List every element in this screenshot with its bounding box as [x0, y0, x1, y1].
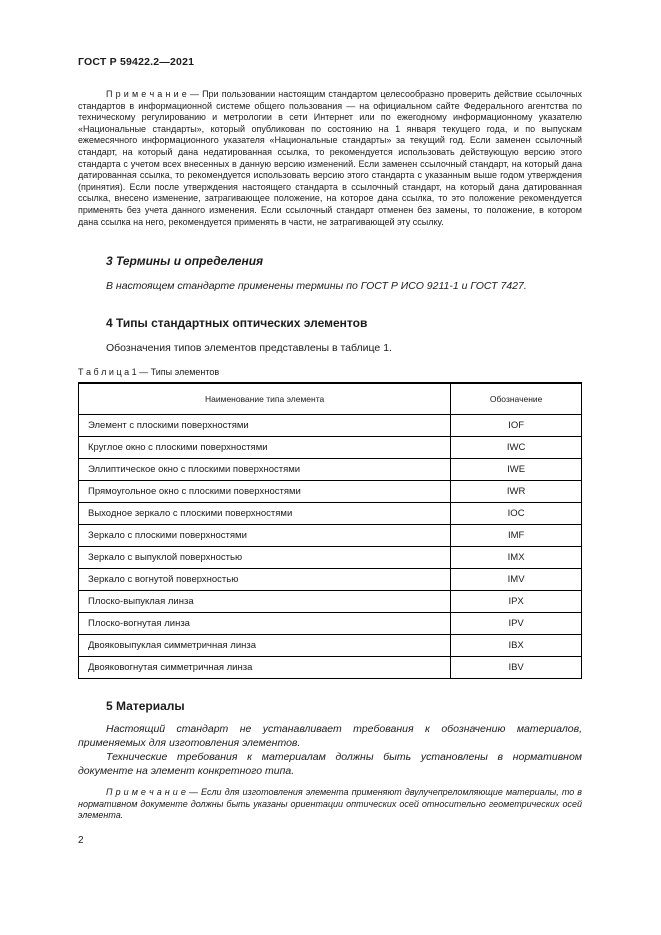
- element-type-cell: Выходное зеркало с плоскими поверхностями: [79, 503, 451, 525]
- element-type-cell: Эллиптическое окно с плоскими поверхностями: [79, 459, 451, 481]
- header-row: [79, 383, 582, 415]
- element-type-cell: Зеркало с плоскими поверхностями: [79, 525, 451, 547]
- element-type-cell: Зеркало с выпуклой поверхностью: [79, 547, 451, 569]
- table-row: [79, 415, 582, 437]
- section-3-heading: 3 Термины и определения: [106, 254, 264, 269]
- element-designation-cell: IMF: [451, 525, 582, 547]
- table-row: [79, 459, 582, 481]
- page-number: 2: [78, 834, 84, 846]
- note-materials: П р и м е ч а н и е — Если для изготовления элемента применяют двулучепреломляющие материалы, то в нормативном документе должны быть указаны ориентации оптических осей относительно геометрических осей элемента.: [78, 787, 582, 821]
- element-type-cell: Круглое окно с плоскими поверхностями: [79, 437, 451, 459]
- section-5-heading: 5 Материалы: [106, 699, 185, 714]
- element-designation-cell: IBX: [451, 635, 582, 657]
- element-designation-cell: IMV: [451, 569, 582, 591]
- table-row: [79, 613, 582, 635]
- elements-table-body: [79, 415, 582, 679]
- elements-table: [78, 382, 582, 679]
- element-designation-cell: IOC: [451, 503, 582, 525]
- table-row: [79, 591, 582, 613]
- element-type-cell: Прямоугольное окно с плоскими поверхностями: [79, 481, 451, 503]
- elements-table-head: [79, 383, 582, 415]
- element-designation-cell: IBV: [451, 657, 582, 679]
- table-row: [79, 481, 582, 503]
- element-designation-cell: IMX: [451, 547, 582, 569]
- table-row: [79, 657, 582, 679]
- element-designation-cell: IWR: [451, 481, 582, 503]
- element-designation-cell: IOF: [451, 415, 582, 437]
- element-type-cell: Двояковогнутая симметричная линза: [79, 657, 451, 679]
- column-header-designation: Обозначение: [451, 383, 582, 415]
- element-designation-cell: IPX: [451, 591, 582, 613]
- element-type-cell: Двояковыпуклая симметричная линза: [79, 635, 451, 657]
- table-row: [79, 547, 582, 569]
- element-type-cell: Плоско-выпуклая линза: [79, 591, 451, 613]
- element-type-cell: Плоско-вогнутая линза: [79, 613, 451, 635]
- element-type-cell: Элемент с плоскими поверхностями: [79, 415, 451, 437]
- document-code: ГОСТ Р 59422.2—2021: [78, 56, 195, 68]
- note-references: П р и м е ч а н и е — При пользовании настоящим стандартом целесообразно проверить действие ссылочных стандартов в информационной системе общего пользования — на официальном сайте Федерального агентства по техническому регулированию и метрологии в сети Интернет или по ежегодному информационному указателю «Национальные стандарты», который опубликован по состоянию на 1 января текущего года, и по выпускам ежемесячного информационного указателя «Национальные стандарты» за текущий год. Если заменен ссылочный стандарт, на который дана недатированная ссылка, то рекомендуется использовать действующую версию этого стандарта с учетом всех внесенных в данную версию изменений. Если заменен ссылочный стандарт, на который дана датированная ссылка, то рекомендуется использовать версию этого стандарта с указанным выше годом утверждения (принятия). Если после утверждения настоящего стандарта в ссылочный стандарт, на который дана датированная ссылка, внесено изменение, затрагивающее положение, на которое дана ссылка, то это положение рекомендуется применять без учета данного изменения. Если ссылочный стандарт отменен без замены, то положение, в котором дана ссылка на него, рекомендуется применять в части, не затрагивающей эту ссылку.: [78, 89, 582, 227]
- section-4-heading: 4 Типы стандартных оптических элементов: [106, 315, 368, 330]
- section-5-paragraph-1: Настоящий стандарт не устанавливает требования к обозначению материалов, применяемых для изготовления элементов.: [78, 723, 582, 749]
- element-designation-cell: IWE: [451, 459, 582, 481]
- element-designation-cell: IPV: [451, 613, 582, 635]
- table-row: [79, 635, 582, 657]
- table-row: [79, 569, 582, 591]
- element-designation-cell: IWC: [451, 437, 582, 459]
- table-caption: Т а б л и ц а 1 — Типы элементов: [78, 367, 220, 378]
- table-row: [79, 525, 582, 547]
- section-5-paragraph-2: Технические требования к материалам должны быть установлены в нормативном документе на элемент конкретного типа.: [78, 751, 582, 777]
- section-4-text: Обозначения типов элементов представлены в таблице 1.: [106, 341, 392, 354]
- element-type-cell: Зеркало с вогнутой поверхностью: [79, 569, 451, 591]
- table-row: [79, 437, 582, 459]
- table-row: [79, 503, 582, 525]
- column-header-name: Наименование типа элемента: [79, 383, 451, 415]
- section-3-text: В настоящем стандарте применены термины по ГОСТ Р ИСО 9211-1 и ГОСТ 7427.: [106, 280, 527, 293]
